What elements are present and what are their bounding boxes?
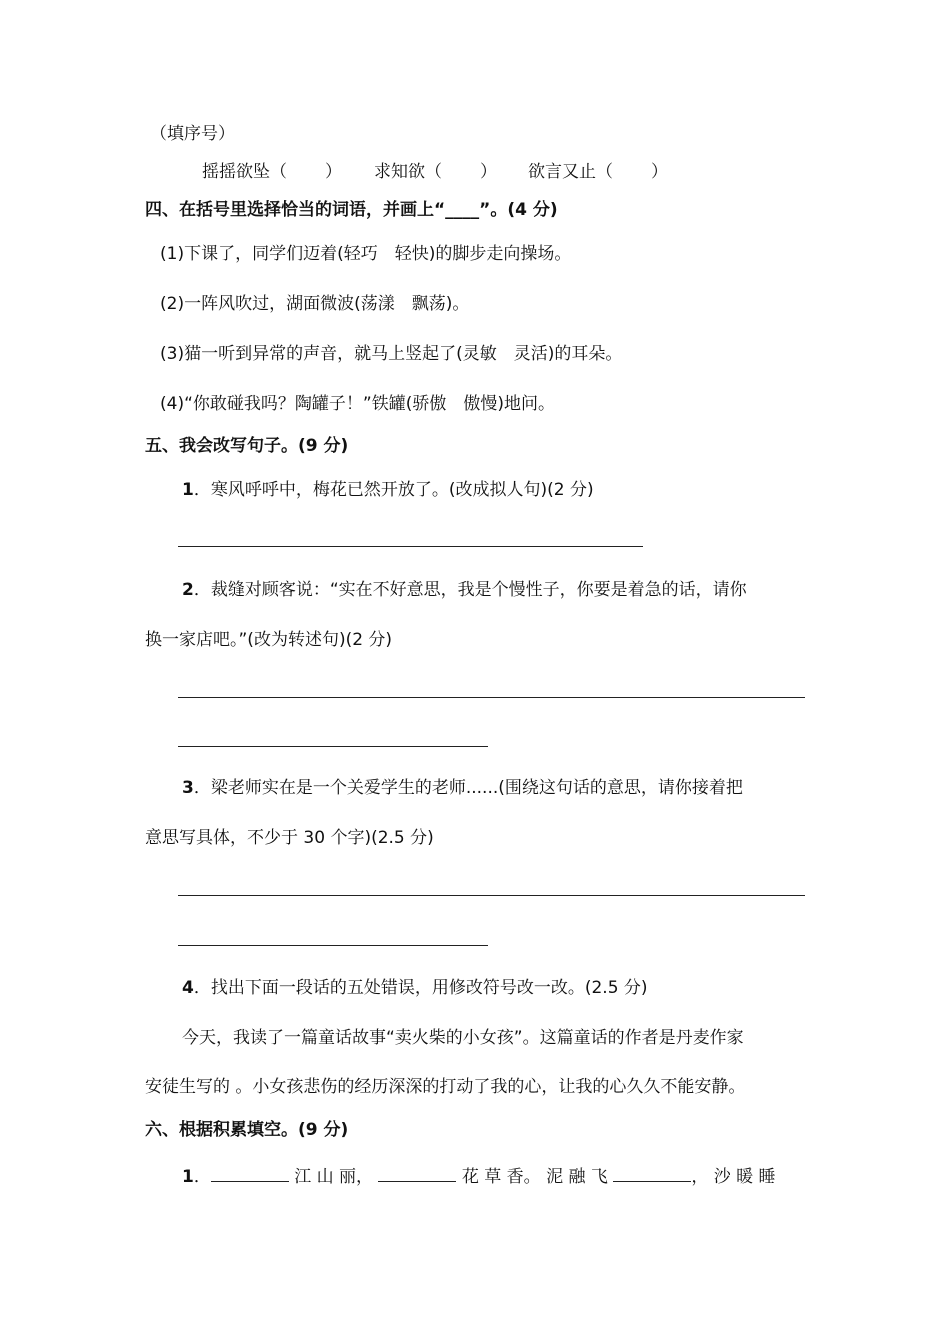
paragraph-line: 今天，我读了一篇童话故事“卖火柴的小女孩”。这篇童话的作者是丹麦作家 [182, 1028, 744, 1048]
poem-text: 江 山 丽， [294, 1167, 374, 1187]
question-5-2 [182, 578, 747, 602]
question-number: 4 [182, 978, 194, 998]
idiom-item [202, 160, 342, 184]
section-4-item-1: (1)下课了，同学们迈着(轻巧 轻快)的脚步走向操场。 [160, 244, 572, 264]
idiom-text: 摇摇欲坠（ [202, 162, 287, 182]
answer-line[interactable] [178, 546, 643, 547]
question-5-4 [182, 976, 648, 1000]
question-text: ．梁老师实在是一个关爱学生的老师......(围绕这句话的意思，请你接着把 [193, 778, 743, 798]
idiom-item [528, 160, 668, 184]
section-6-title: 六、根据积累填空。(9 分) [145, 1120, 349, 1140]
question-text: ．裁缝对顾客说：“实在不好意思，我是个慢性子，你要是着急的话，请你 [193, 580, 747, 600]
idiom-close: ） [651, 162, 668, 182]
section-4-item-3: (3)猫一听到异常的声音，就马上竖起了(灵敏 灵活)的耳朵。 [160, 344, 623, 364]
answer-line[interactable] [178, 697, 805, 698]
question-dot: ． [193, 1167, 211, 1187]
question-text: ．找出下面一段话的五处错误，用修改符号改一改。(2.5 分) [193, 978, 648, 998]
idiom-text: 求知欲（ [374, 162, 442, 182]
fill-blank[interactable] [613, 1163, 691, 1182]
question-6-1 [182, 1163, 776, 1189]
question-5-1 [182, 478, 594, 502]
question-number: 1 [182, 1167, 194, 1187]
paragraph-line: 安徒生写的 。小女孩悲伤的经历深深的打动了我的心，让我的心久久不能安静。 [145, 1077, 746, 1097]
fill-in-note: （填序号） [150, 124, 235, 144]
fill-blank[interactable] [211, 1163, 289, 1182]
answer-line[interactable] [178, 895, 805, 896]
question-5-3 [182, 776, 743, 800]
question-number: 2 [182, 580, 194, 600]
question-5-2-continued: 换一家店吧。”(改为转述句)(2 分) [145, 630, 393, 650]
idiom-item [374, 160, 497, 184]
idiom-text: 欲言又止（ [528, 162, 613, 182]
idiom-close: ） [325, 162, 342, 182]
idiom-close: ） [480, 162, 497, 182]
section-5-title: 五、我会改写句子。(9 分) [145, 436, 349, 456]
poem-text: ， 沙 暖 睡 [691, 1167, 776, 1187]
answer-line[interactable] [178, 945, 488, 946]
answer-line[interactable] [178, 746, 488, 747]
poem-text: 花 草 香。 泥 融 飞 [461, 1167, 608, 1187]
question-number: 1 [182, 480, 194, 500]
section-4-item-2: (2)一阵风吹过，湖面微波(荡漾 飘荡)。 [160, 294, 470, 314]
section-4-title: 四、在括号里选择恰当的词语，并画上“____”。(4 分) [145, 200, 558, 220]
question-text: ．寒风呼呼中，梅花已然开放了。(改成拟人句)(2 分) [193, 480, 594, 500]
section-4-item-4: (4)“你敢碰我吗？陶罐子！”铁罐(骄傲 傲慢)地问。 [160, 394, 555, 414]
fill-blank[interactable] [378, 1163, 456, 1182]
question-5-3-continued: 意思写具体，不少于 30 个字)(2.5 分) [145, 828, 434, 848]
question-number: 3 [182, 778, 194, 798]
